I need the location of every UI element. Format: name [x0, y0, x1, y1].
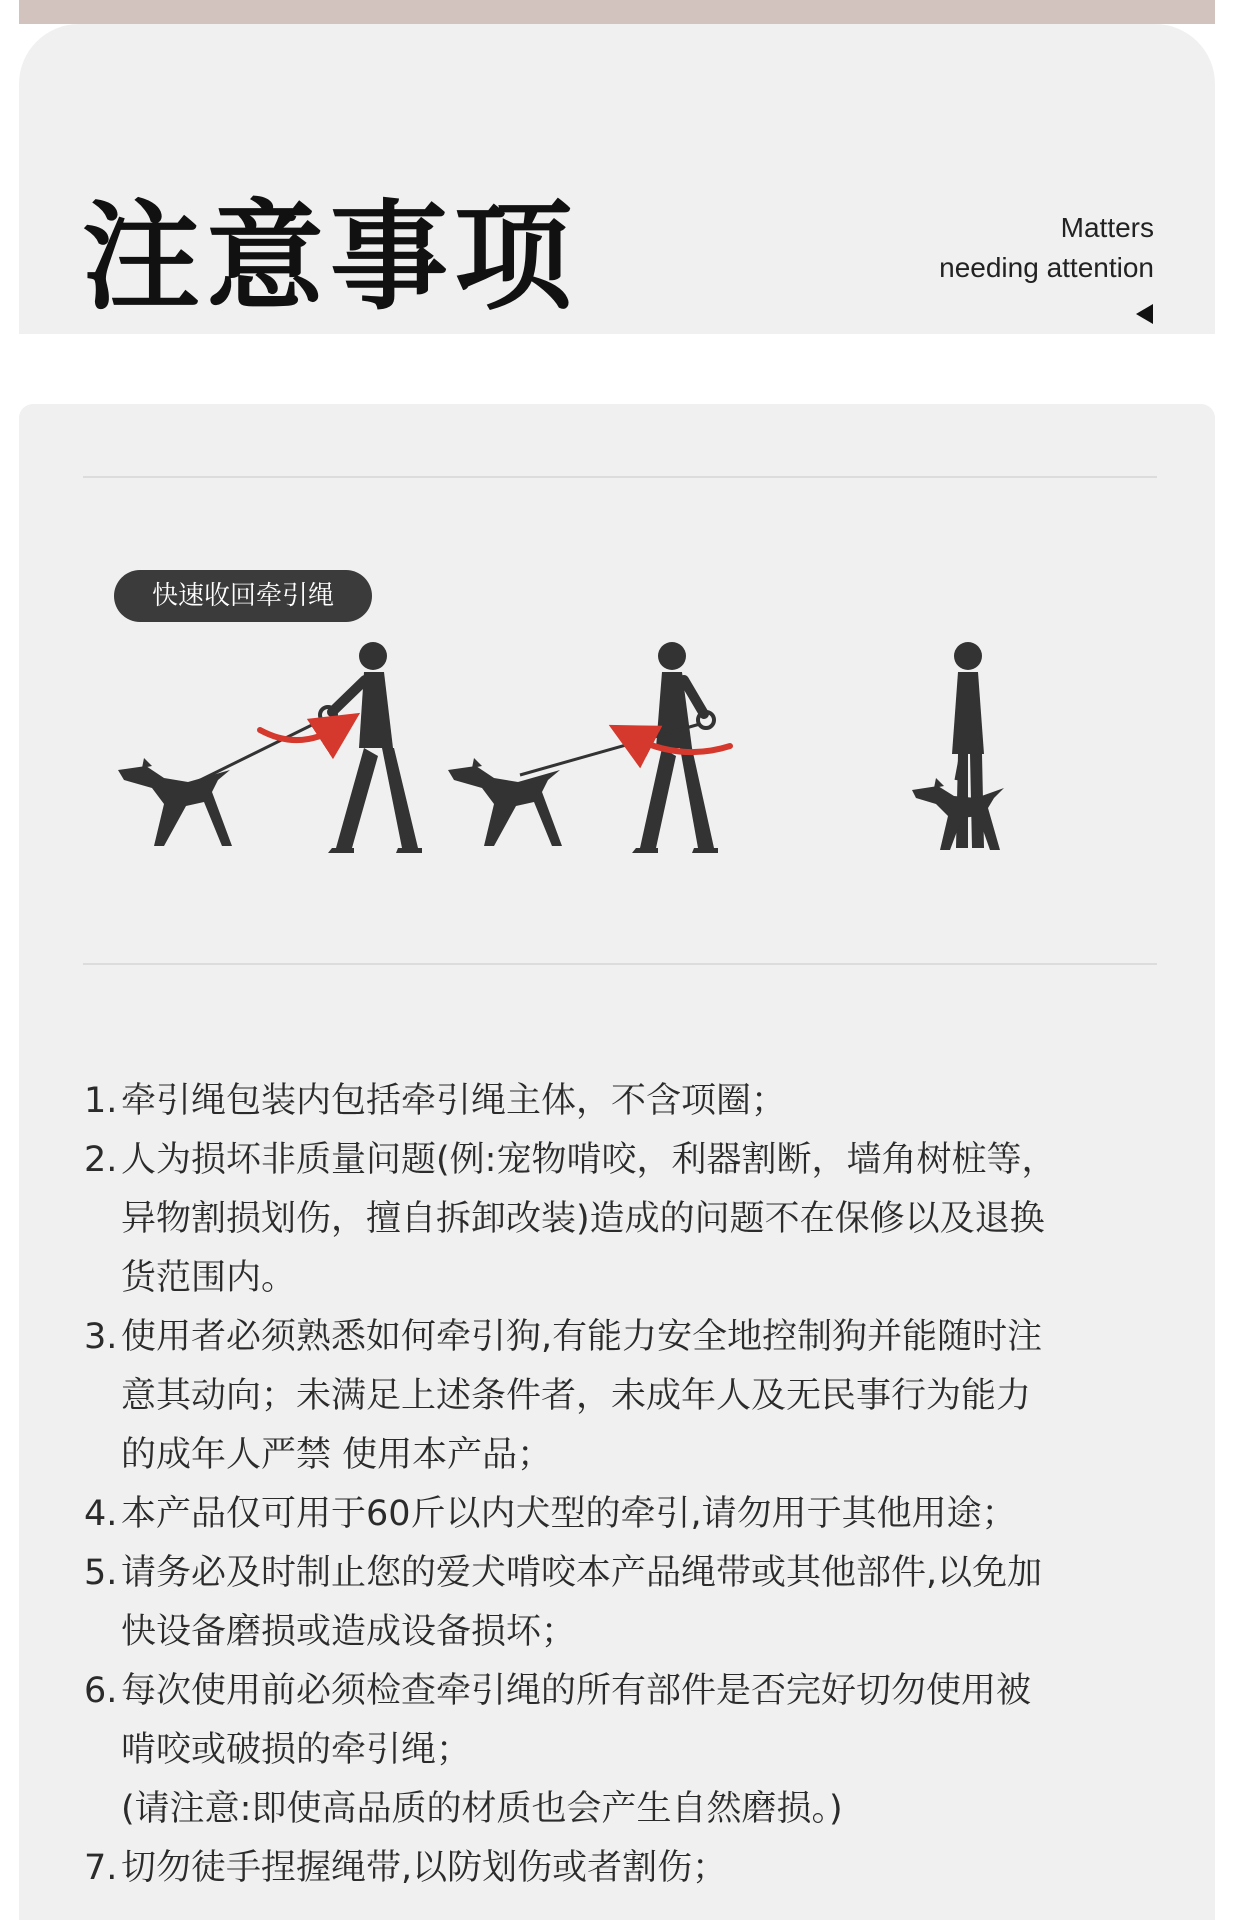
- step-2-leash-retracting: [448, 642, 718, 853]
- walker-figure-icon: [328, 642, 422, 853]
- list-item: 1. 牵引绳包装内包括牵引绳主体，不含项圈；: [84, 1081, 787, 1121]
- list-item: 3. 使用者必须熟悉如何牵引狗,有能力安全地控制狗并能随时注 意其动向；未满足上述条件者，未成年人及无民事行为能力 的成年人严禁 使用本产品；: [84, 1317, 1043, 1475]
- english-subtitle-line-2: needing attention: [939, 252, 1154, 283]
- list-item: 6. 每次使用前必须检查牵引绳的所有部件是否完好切勿使用被 啃咬或破损的牵引绳； (请注意:即使高品质的材质也会产生自然磨损。): [84, 1662, 1174, 1839]
- dog-figure-icon: [448, 758, 562, 846]
- leash-retraction-illustration: [100, 630, 1060, 860]
- english-subtitle: [939, 208, 1154, 288]
- triangle-arrow-icon: [1136, 304, 1153, 324]
- divider-bottom: [83, 963, 1157, 965]
- step-1-leash-extended: [118, 642, 422, 853]
- step-3-leash-retracted: [912, 642, 1004, 850]
- divider-top: [83, 476, 1157, 478]
- list-item: 2. 人为损坏非质量问题(例:宠物啃咬，利器割断，墙角树桩等， 异物割损划伤，擅自拆卸改装)造成的问题不在保修以及退换 货范围内。: [84, 1140, 1057, 1298]
- walker-figure-icon: [632, 642, 718, 853]
- page-title: 注意事项: [82, 188, 579, 326]
- list-item: 5. 请务必及时制止您的爱犬啃咬本产品绳带或其他部件,以免加 快设备磨损或造成设备损坏；: [84, 1553, 1043, 1652]
- english-subtitle-line-1: Matters: [1060, 212, 1154, 243]
- section-gap: [0, 334, 1240, 404]
- list-item: 7. 切勿徒手捏握绳带,以防划伤或者割伤；: [84, 1848, 728, 1888]
- retract-leash-badge: 快速收回牵引绳: [114, 570, 372, 622]
- retract-arrow-icon: [260, 726, 340, 740]
- precautions-list: [84, 1072, 1174, 1898]
- list-item: 4. 本产品仅可用于60斤以内犬型的牵引,请勿用于其他用途；: [84, 1494, 1017, 1534]
- list-item-note: (请注意:即使高品质的材质也会产生自然磨损。): [121, 1789, 843, 1829]
- top-accent-strip: [19, 0, 1215, 24]
